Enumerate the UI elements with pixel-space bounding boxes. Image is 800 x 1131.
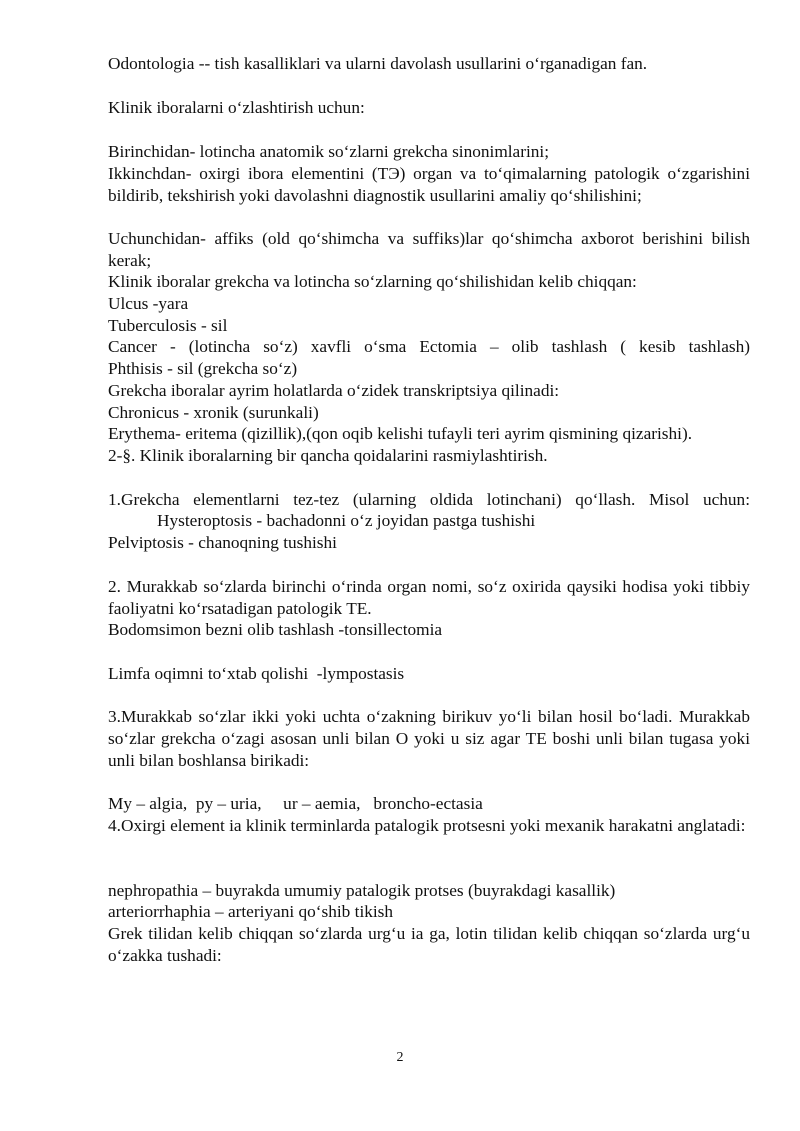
point-third: Uchunchidan- affiks (old qo‘shimcha va suffiks)lar qo‘shimcha axborot berishini bilish kerak; [108,229,750,270]
compound-examples: My – algia, py – uria, ur – aemia, broncho-ectasia [108,794,483,813]
stress-rule: Grek tilidan kelib chiqqan so‘zlarda urg‘u ia ga, lotin tilidan kelib chiqqan so‘zlarda urg‘u o‘zakka tushadi: [108,924,750,965]
term-phthisis: Phthisis - sil (grekcha so‘z) [108,359,298,378]
term-pelviptosis: Pelviptosis - chanoqning tushishi [108,533,337,552]
term-arteriorrhaphia: arteriorrhaphia – arteriyani qo‘shib tikish [108,902,394,921]
term-ulcus: Ulcus -yara [108,294,189,313]
term-erythema: Erythema- eritema (qizillik),(qon oqib kelishi tufayli teri ayrim qismining qizarishi). [108,424,693,443]
clinical-terms-heading: Klinik iboralarni o‘zlashtirish uchun: [108,98,365,117]
section-heading: 2-§. Klinik iboralarning bir qancha qoidalarini rasmiylashtirish. [108,446,548,465]
rule-3: 3.Murakkab so‘zlar ikki yoki uchta o‘zakning birikuv yo‘li bilan hosil bo‘ladi. Murakkab so‘zlar grekcha o‘zagi asosan unli bilan O yoki u siz agar TE boshi unli bilan tugasa yoki unli bilan boshlansa birikadi: [108,707,750,770]
term-tuberculosis: Tuberculosis - sil [108,316,228,335]
term-hysteroptosis: Hysteroptosis - bachadonni o‘z joyidan pastga tushishi [157,511,536,530]
term-tonsillectomia: Bodomsimon bezni olib tashlash -tonsillectomia [108,620,443,639]
transcription-note: Grekcha iboralar ayrim holatlarda o‘zidek transkriptsiya qilinadi: [108,381,560,400]
point-second: Ikkinchdan- oxirgi ibora elementini (ТЭ) organ va to‘qimalarning patologik o‘zgarishini bildirib, tekshirish yoki davolashni diagnostik usullarini amaliy qo‘shilishini; [108,164,750,205]
term-cancer: Cancer - (lotincha so‘z) xavfli o‘sma Ectomia – olib tashlash ( kesib tashlash) [108,337,750,356]
point-first: Birinchidan- lotincha anatomik so‘zlarni grekcha sinonimlarini; [108,142,550,161]
rule-1: 1.Grekcha elementlarni tez-tez (ularning oldida lotinchani) qo‘llash. Misol uchun: [108,490,750,509]
definition-odontologia: Odontologia -- tish kasalliklari va ularni davolash usullarini o‘rganadigan fan. [108,54,648,73]
term-chronicus: Chronicus - xronik (surunkali) [108,403,319,422]
rule-4: 4.Oxirgi element ia klinik terminlarda patalogik protsesni yoki mexanik harakatni anglatadi: [108,816,746,835]
rule-2: 2. Murakkab so‘zlarda birinchi o‘rinda organ nomi, so‘z oxirida qaysiki hodisa yoki tibbiy faoliyatni ko‘rsatadigan patologik TE. [108,577,750,618]
term-lympostasis: Limfa oqimni to‘xtab qolishi -lympostasis [108,664,405,683]
origin-statement: Klinik iboralar grekcha va lotincha so‘zlarning qo‘shilishidan kelib chiqqan: [108,272,637,291]
term-nephropathia: nephropathia – buyrakda umumiy patalogik protses (buyrakdagi kasallik) [108,881,616,900]
page-number: 2 [396,1050,404,1065]
